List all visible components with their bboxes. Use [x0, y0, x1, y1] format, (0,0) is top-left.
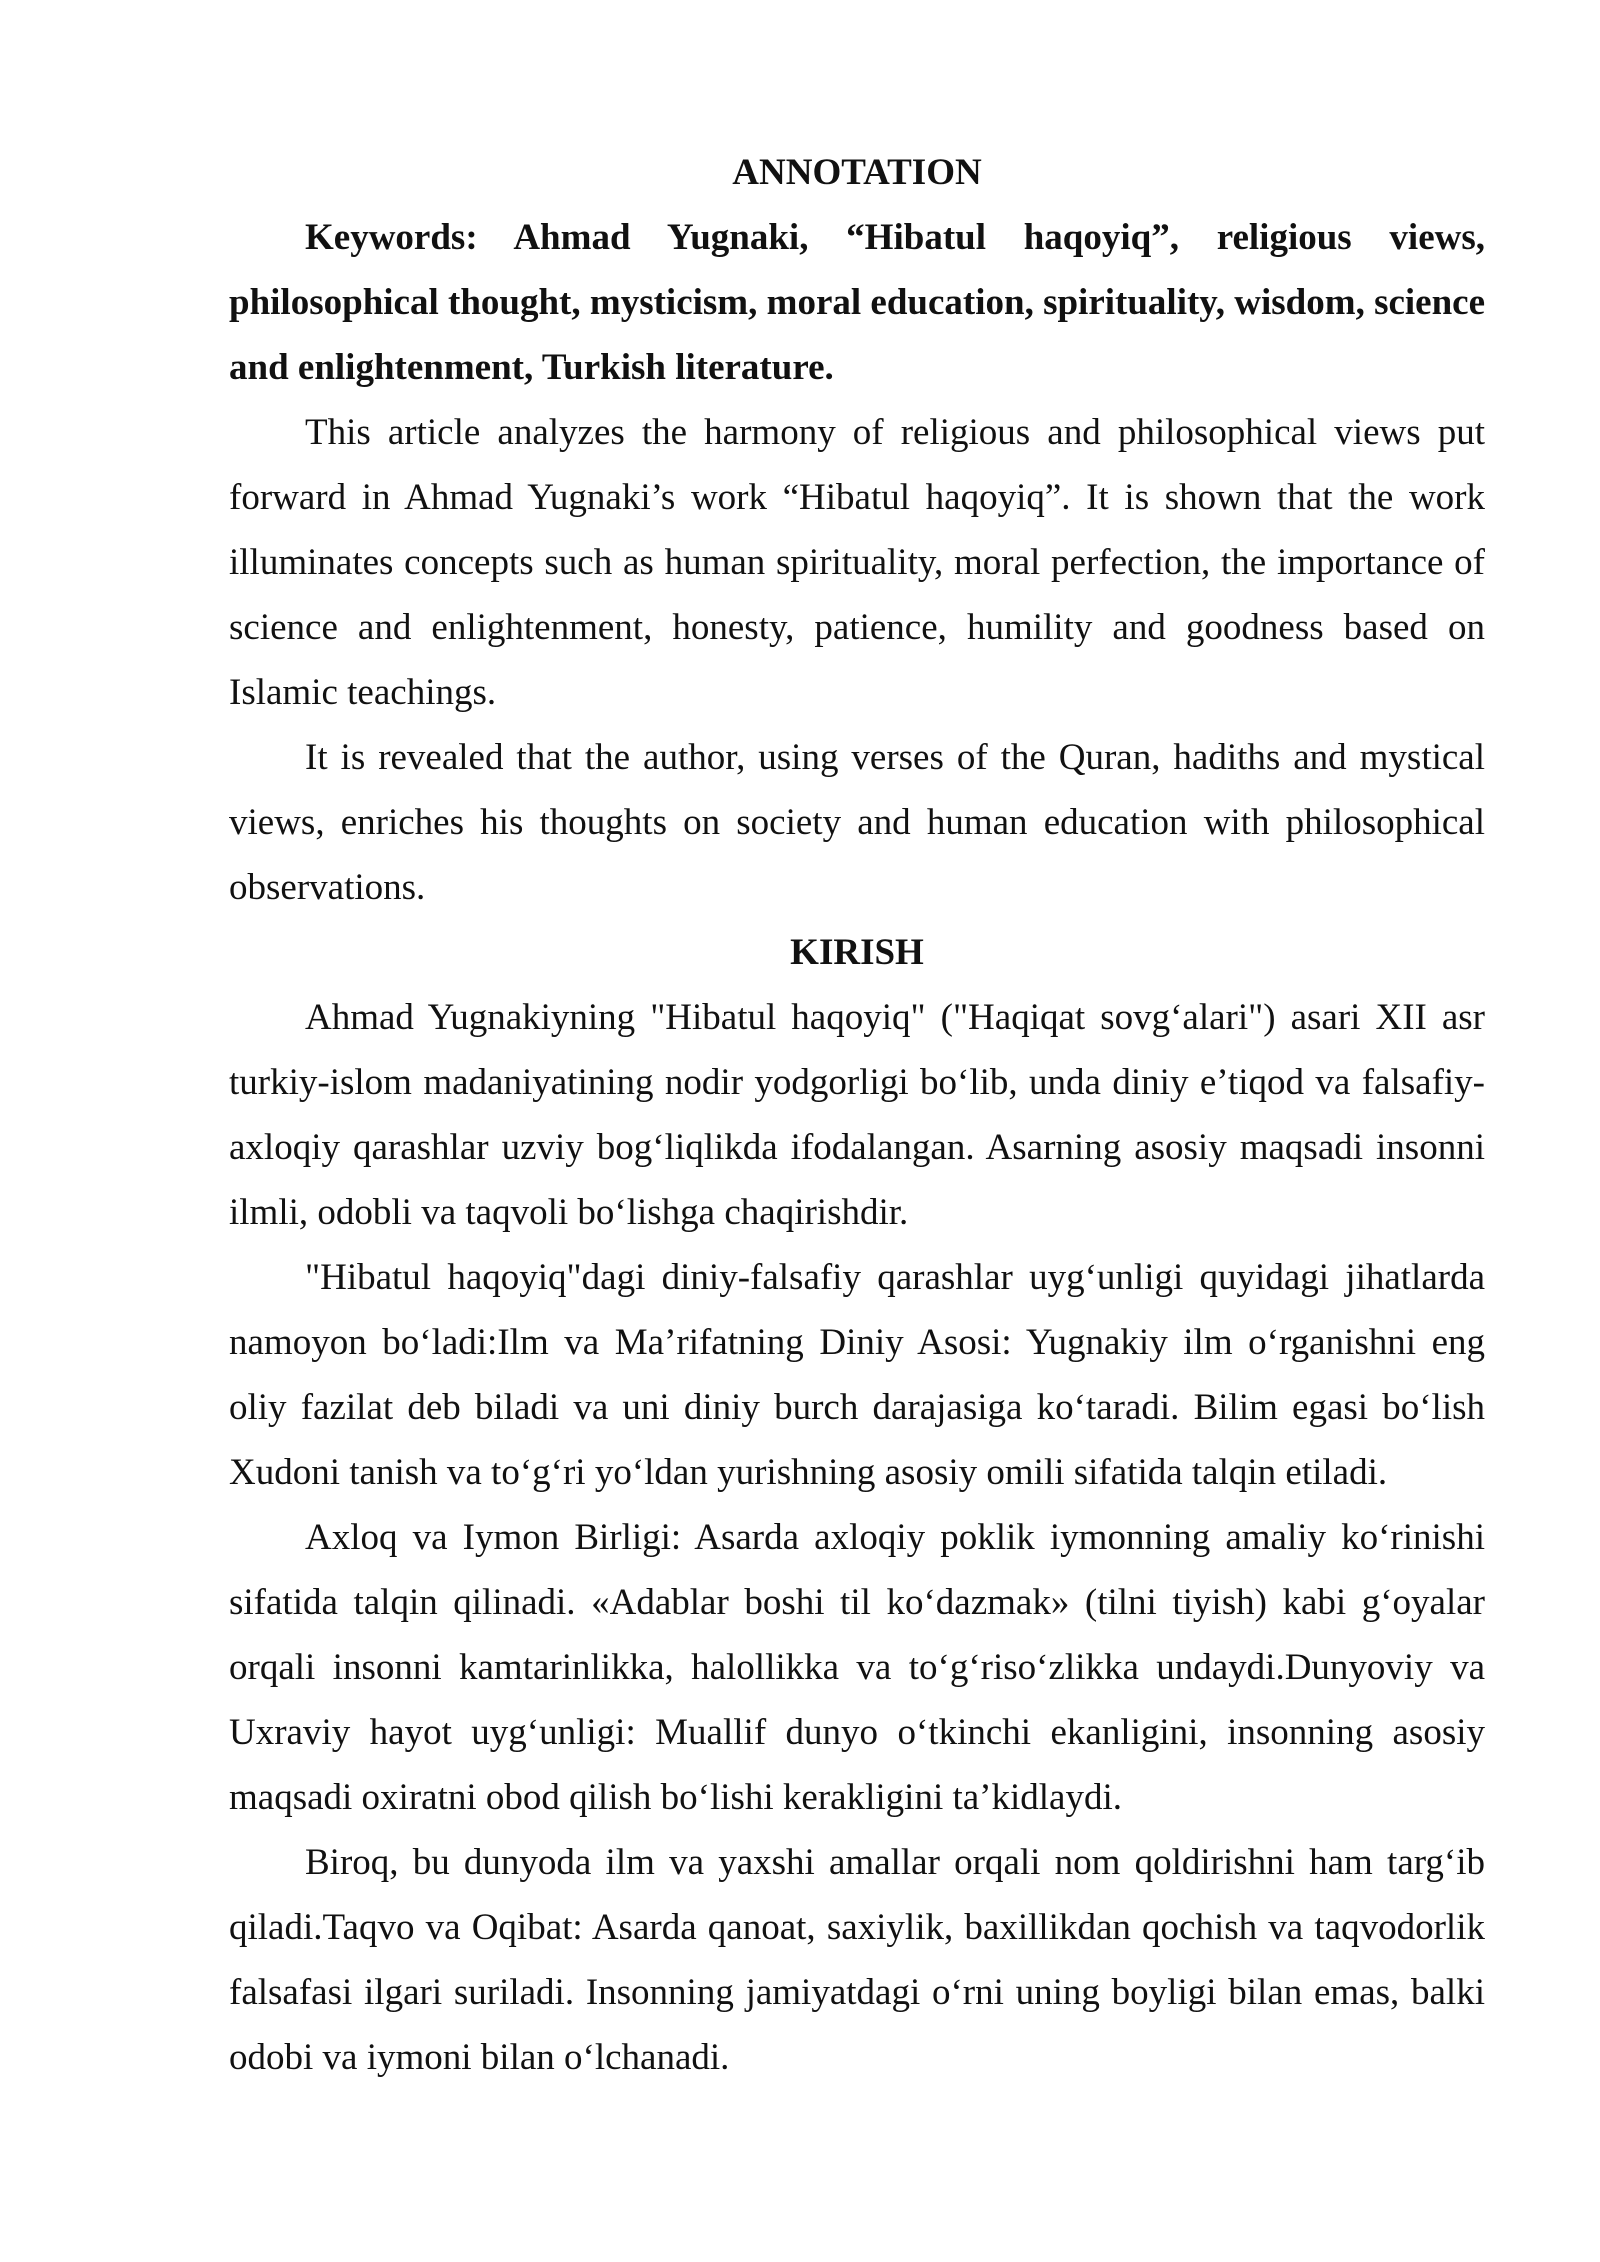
kirish-heading: KIRISH: [790, 932, 924, 973]
kirish-paragraph: Axloq va Iymon Birligi: Asarda axloqiy poklik iymonning amaliy ko‘rinishi sifatida talqin qilinadi. «Adablar boshi til ko‘dazmak» (tilni tiyish) kabi g‘oyalar orqali insonni kamtarinlikka, halollikka va to‘g‘riso‘zlikka undaydi.Dunyoviy va Uxraviy hayot uyg‘unligi: Muallif dunyo o‘tkinchi ekanligini, insonning asosiy maqsadi oxiratni obod qilish bo‘lishi kerakligini ta’kidlaydi.: [229, 1517, 1485, 1818]
annotation-heading: ANNOTATION: [732, 152, 982, 193]
annotation-paragraph: It is revealed that the author, using verses of the Quran, hadiths and mystical views, enriches his thoughts on society and human education with philosophical observations.: [229, 737, 1485, 908]
kirish-paragraph: Ahmad Yugnakiyning "Hibatul haqoyiq" ("Haqiqat sovg‘alari") asari XII asr turkiy-islom madaniyatining nodir yodgorligi bo‘lib, unda diniy e’tiqod va falsafiy-axloqiy qarashlar uzviy bog‘liqlikda ifodalangan. Asarning asosiy maqsadi insonni ilmli, odobli va taqvoli bo‘lishga chaqirishdir.: [229, 997, 1485, 1233]
document-page: [229, 140, 1485, 2090]
kirish-paragraph: Biroq, bu dunyoda ilm va yaxshi amallar orqali nom qoldirishni ham targ‘ib qiladi.Taqvo va Oqibat: Asarda qanoat, saxiylik, baxillikdan qochish va taqvodorlik falsafasi ilgari suriladi. Insonning jamiyatdagi o‘rni uning boyligi bilan emas, balki odobi va iymoni bilan o‘lchanadi.: [229, 1842, 1485, 2078]
kirish-paragraph: "Hibatul haqoyiq"dagi diniy-falsafiy qarashlar uyg‘unligi quyidagi jihatlarda namoyon bo‘ladi:Ilm va Ma’rifatning Diniy Asosi: Yugnakiy ilm o‘rganishni eng oliy fazilat deb biladi va uni diniy burch darajasiga ko‘taradi. Bilim egasi bo‘lish Xudoni tanish va to‘g‘ri yo‘ldan yurishning asosiy omili sifatida talqin etiladi.: [229, 1257, 1485, 1493]
annotation-paragraph: This article analyzes the harmony of religious and philosophical views put forward in Ahmad Yugnaki’s work “Hibatul haqoyiq”. It is shown that the work illuminates concepts such as human spirituality, moral perfection, the importance of science and enlightenment, honesty, patience, humility and goodness based on Islamic teachings.: [229, 412, 1485, 713]
keywords-paragraph: Keywords: Ahmad Yugnaki, “Hibatul haqoyiq”, religious views, philosophical thought, mysticism, moral education, spirituality, wisdom, science and enlightenment, Turkish literature.: [229, 217, 1486, 388]
